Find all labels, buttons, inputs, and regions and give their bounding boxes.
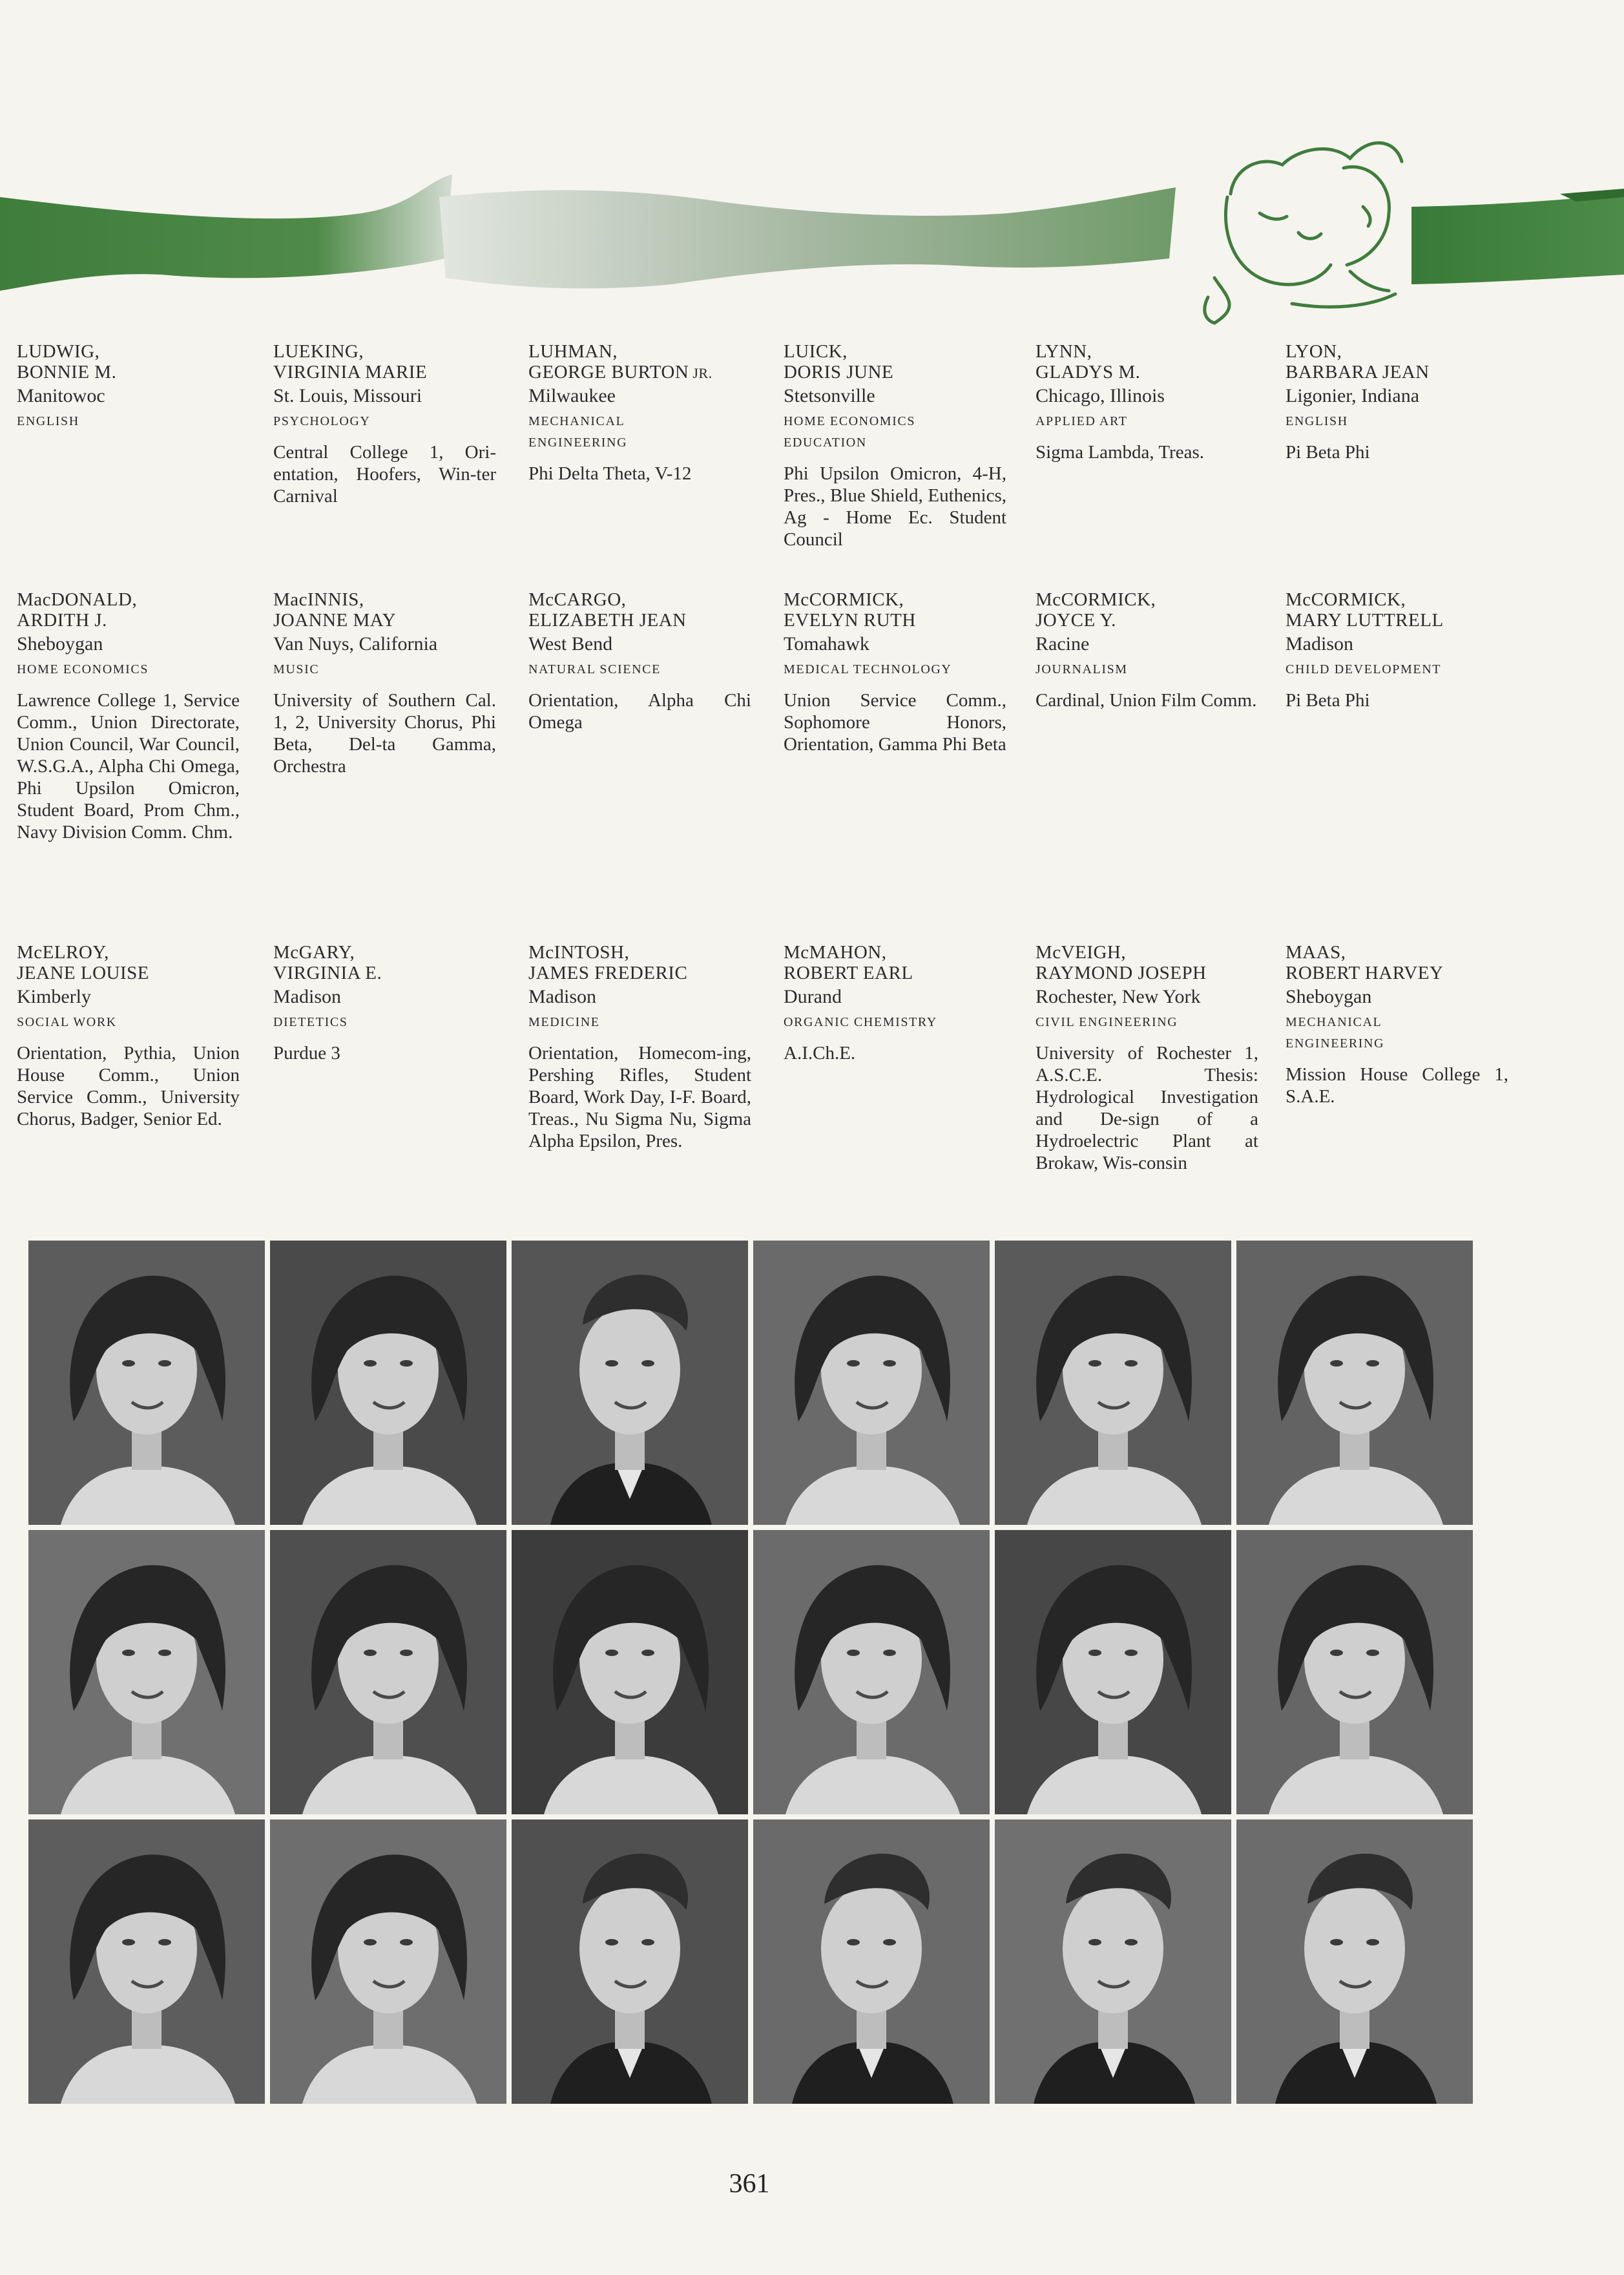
portrait-figure	[28, 1819, 265, 2104]
student-major: NATURAL SCIENCE	[528, 662, 661, 676]
student-given-name	[528, 963, 751, 985]
student-portrait	[1236, 1819, 1473, 2104]
student-surname: McCARGO,	[528, 589, 627, 610]
student-portrait	[512, 1241, 748, 1525]
given-name-text: ELIZABETH JEAN	[528, 610, 687, 631]
student-given-name	[1036, 963, 1258, 985]
student-major: MECHANICAL ENGINEERING	[1286, 1015, 1385, 1051]
student-portrait	[512, 1819, 748, 2104]
student-entry	[528, 942, 751, 1152]
student-entry	[1286, 341, 1508, 463]
student-activities: Cardinal, Union Film Comm.	[1036, 690, 1257, 711]
student-surname: McINTOSH,	[528, 942, 630, 963]
student-given-name	[784, 963, 1006, 985]
student-portrait	[512, 1530, 748, 1814]
student-portrait	[1236, 1241, 1473, 1525]
student-hometown: Sheboygan	[1286, 986, 1372, 1007]
student-surname: McMAHON,	[784, 942, 887, 963]
student-hometown: St. Louis, Missouri	[273, 385, 422, 406]
student-given-name	[528, 362, 751, 384]
student-hometown: Durand	[784, 986, 842, 1007]
student-entry	[1286, 942, 1508, 1107]
student-hometown: Racine	[1036, 633, 1090, 655]
given-name-text: EVELYN RUTH	[784, 610, 916, 631]
student-surname: LYON,	[1286, 341, 1342, 362]
portrait-figure	[1236, 1241, 1473, 1525]
student-given-name	[17, 362, 240, 384]
student-portrait	[28, 1241, 265, 1525]
student-hometown: Madison	[528, 986, 596, 1007]
student-surname: McCORMICK,	[1286, 589, 1406, 610]
student-portrait	[753, 1819, 990, 2104]
student-entry	[17, 341, 240, 441]
student-activities: Purdue 3	[273, 1043, 340, 1064]
student-given-name	[273, 610, 496, 632]
student-portrait	[270, 1819, 506, 2104]
student-activities: Lawrence College 1, Service Comm., Union Directorate, Union Council, War Council, W.S.G.A., Alpha Chi Omega, Phi Upsilon Omicron, Student Board, Prom Chm., Navy Division Comm. Chm.	[17, 690, 240, 843]
portrait-figure	[1236, 1530, 1473, 1814]
student-entry	[1036, 589, 1258, 711]
student-major: CHILD DEVELOPMENT	[1286, 662, 1442, 676]
student-hometown: Madison	[273, 986, 341, 1007]
student-surname: McGARY,	[273, 942, 355, 963]
student-given-name	[1036, 610, 1258, 632]
student-surname: MacINNIS,	[273, 589, 364, 610]
student-activities: Union Service Comm., Sophomore Honors, Orientation, Gamma Phi Beta	[784, 690, 1006, 755]
student-hometown: Manitowoc	[17, 385, 105, 406]
student-given-name	[1286, 610, 1508, 632]
student-major: MEDICAL TECHNOLOGY	[784, 662, 952, 676]
portrait-figure	[270, 1819, 506, 2104]
student-activities: Orientation, Homecom-ing, Pershing Rifles, Student Board, Work Day, I-F. Board, Treas., Nu Sigma Nu, Sigma Alpha Epsilon, Pres.	[528, 1043, 751, 1151]
portrait-figure	[995, 1241, 1231, 1525]
student-activities: University of Rochester 1, A.S.C.E. Thesis: Hydrological Investigation and De-sign of a Hydroelectric Plant at Brokaw, Wis-consin	[1036, 1043, 1258, 1173]
student-given-name	[1036, 362, 1258, 384]
portrait-figure	[753, 1241, 990, 1525]
student-major: MUSIC	[273, 662, 320, 676]
student-activities: Phi Upsilon Omicron, 4-H, Pres., Blue Shield, Euthenics, Ag - Home Ec. Student Council	[784, 463, 1006, 550]
student-major: ENGLISH	[1286, 414, 1348, 428]
student-hometown: Ligonier, Indiana	[1286, 385, 1420, 406]
student-entry	[1036, 341, 1258, 463]
student-surname: LUDWIG,	[17, 341, 100, 362]
given-name-text: JOYCE Y.	[1036, 610, 1116, 631]
given-name-text: DORIS JUNE	[784, 362, 894, 383]
student-major: APPLIED ART	[1036, 414, 1128, 428]
portrait-figure	[512, 1819, 748, 2104]
student-hometown: Chicago, Illinois	[1036, 385, 1165, 406]
student-given-name	[784, 610, 1006, 632]
portrait-figure	[28, 1241, 265, 1525]
student-given-name	[17, 963, 240, 985]
student-hometown: Rochester, New York	[1036, 986, 1201, 1007]
student-major: DIETETICS	[273, 1015, 348, 1029]
student-major: MEDICINE	[528, 1015, 600, 1029]
student-surname: McELROY,	[17, 942, 109, 963]
student-major: ORGANIC CHEMISTRY	[784, 1015, 937, 1029]
student-activities: Central College 1, Ori-entation, Hoofers, Win-ter Carnival	[273, 442, 496, 507]
given-name-text: MARY LUTTRELL	[1286, 610, 1444, 631]
student-given-name	[273, 362, 496, 384]
student-surname: LUICK,	[784, 341, 848, 362]
student-major: CIVIL ENGINEERING	[1036, 1015, 1178, 1029]
student-hometown: Milwaukee	[528, 385, 616, 406]
student-hometown: Tomahawk	[784, 633, 869, 655]
student-portrait	[28, 1819, 265, 2104]
page-number: 361	[729, 2169, 770, 2199]
student-major: PSYCHOLOGY	[273, 414, 371, 428]
student-surname: McVEIGH,	[1036, 942, 1127, 963]
student-entry	[273, 942, 496, 1064]
student-entry	[528, 341, 751, 485]
portrait-figure	[512, 1530, 748, 1814]
student-portrait	[753, 1530, 990, 1814]
portrait-figure	[753, 1530, 990, 1814]
student-entry	[273, 589, 496, 777]
student-major: ENGLISH	[17, 414, 79, 428]
given-name-text: ARDITH J.	[17, 610, 107, 631]
student-entry	[784, 341, 1006, 550]
student-activities: Phi Delta Theta, V-12	[528, 463, 692, 484]
student-surname: MacDONALD,	[17, 589, 138, 610]
student-activities: Orientation, Alpha Chi Omega	[528, 690, 751, 733]
student-portrait	[995, 1819, 1231, 2104]
student-portrait	[753, 1241, 990, 1525]
student-portrait	[1236, 1530, 1473, 1814]
student-portrait	[995, 1530, 1231, 1814]
student-entry	[17, 589, 240, 843]
student-portrait	[995, 1241, 1231, 1525]
portrait-figure	[753, 1819, 990, 2104]
portrait-figure	[270, 1241, 506, 1525]
given-name-text: JEANE LOUISE	[17, 963, 149, 983]
student-portrait	[270, 1241, 506, 1525]
student-hometown: Van Nuys, California	[273, 633, 438, 655]
student-activities: Pi Beta Phi	[1286, 690, 1370, 711]
student-given-name	[1286, 963, 1508, 985]
student-hometown: Sheboygan	[17, 633, 103, 655]
student-portrait	[28, 1530, 265, 1814]
student-major: HOME ECONOMICS EDUCATION	[784, 414, 916, 450]
student-hometown: Stetsonville	[784, 385, 875, 406]
student-given-name	[17, 610, 240, 632]
given-name-text: JOANNE MAY	[273, 610, 397, 631]
student-given-name	[273, 963, 496, 985]
student-entry	[17, 942, 240, 1130]
student-activities: Mission House College 1, S.A.E.	[1286, 1064, 1508, 1107]
portrait-figure	[28, 1530, 265, 1814]
portrait-figure	[1236, 1819, 1473, 2104]
student-surname: LUEKING,	[273, 341, 364, 362]
student-surname: LYNN,	[1036, 341, 1092, 362]
student-portrait	[270, 1530, 506, 1814]
student-given-name	[784, 362, 1006, 384]
portrait-figure	[995, 1819, 1231, 2104]
student-entry	[784, 942, 1006, 1064]
student-entry	[1286, 589, 1508, 711]
given-name-text: GEORGE BURTON	[528, 362, 689, 383]
portrait-grid	[28, 1241, 1482, 2113]
given-name-text: BARBARA JEAN	[1286, 362, 1430, 383]
student-entry	[1036, 942, 1258, 1174]
student-entry	[528, 589, 751, 733]
student-activities: Pi Beta Phi	[1286, 442, 1370, 463]
portrait-figure	[512, 1241, 748, 1525]
student-surname: MAAS,	[1286, 942, 1346, 963]
given-name-text: ROBERT HARVEY	[1286, 963, 1444, 983]
student-major: MECHANICAL ENGINEERING	[528, 414, 628, 450]
given-name-text: VIRGINIA MARIE	[273, 362, 428, 383]
student-entry	[784, 589, 1006, 755]
portrait-figure	[270, 1530, 506, 1814]
student-surname: McCORMICK,	[1036, 589, 1156, 610]
student-major: SOCIAL WORK	[17, 1015, 117, 1029]
student-major: HOME ECONOMICS	[17, 662, 149, 676]
given-name-text: RAYMOND JOSEPH	[1036, 963, 1207, 983]
student-surname: LUHMAN,	[528, 341, 618, 362]
student-hometown: Madison	[1286, 633, 1353, 655]
student-activities: A.I.Ch.E.	[784, 1043, 856, 1064]
student-activities: Orientation, Pythia, Union House Comm., Union Service Comm., University Chorus, Badger, Senior Ed.	[17, 1043, 240, 1129]
portrait-figure	[995, 1530, 1231, 1814]
given-name-text: ROBERT EARL	[784, 963, 913, 983]
student-given-name	[1286, 362, 1508, 384]
student-activities: Sigma Lambda, Treas.	[1036, 442, 1204, 463]
student-activities: University of Southern Cal. 1, 2, University Chorus, Phi Beta, Del-ta Gamma, Orchestra	[273, 690, 496, 777]
given-name-text: GLADYS M.	[1036, 362, 1141, 383]
student-given-name	[528, 610, 751, 632]
student-surname: McCORMICK,	[784, 589, 904, 610]
student-entry	[273, 341, 496, 507]
name-suffix: JR.	[689, 365, 713, 381]
given-name-text: VIRGINIA E.	[273, 963, 382, 983]
student-hometown: Kimberly	[17, 986, 91, 1007]
given-name-text: BONNIE M.	[17, 362, 117, 383]
student-hometown: West Bend	[528, 633, 613, 655]
given-name-text: JAMES FREDERIC	[528, 963, 688, 983]
student-major: JOURNALISM	[1036, 662, 1128, 676]
